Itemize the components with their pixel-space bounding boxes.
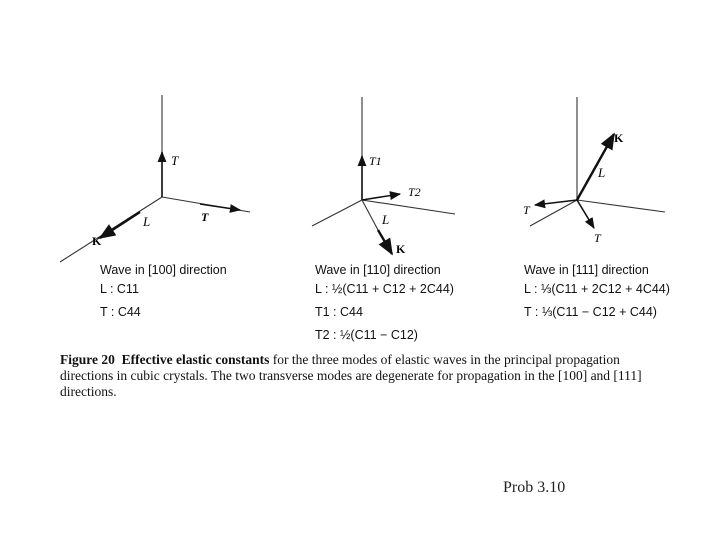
caption-title: Wave in [100] direction: [100, 263, 227, 277]
mode-t: T : ⅓(C11 − C12 + C44): [524, 305, 657, 319]
axis-right: [362, 200, 455, 214]
arrow-k: [100, 212, 140, 238]
problem-label: Prob 3.10: [503, 479, 566, 496]
axis-right: [577, 200, 665, 212]
mode-t: T : C44: [100, 305, 141, 319]
diagram-100: [60, 95, 250, 262]
caption-110: [315, 262, 454, 344]
diagram-110: [312, 97, 455, 254]
axis-left: [530, 200, 577, 226]
arrow-t-left: [535, 200, 577, 205]
label-t1: T1: [369, 154, 382, 168]
caption-100: [100, 262, 227, 321]
label-l: L: [143, 214, 151, 229]
caption-111: [524, 262, 670, 321]
mode-l: L : ½(C11 + C12 + 2C44): [315, 282, 454, 296]
figure-number: Figure 20: [60, 352, 115, 367]
figure-text: for the three modes of elastic waves in the principal propagation directions in cubic crystals. The two transverse modes are degenerate for propagation in the [100] and [111] directions.: [60, 352, 642, 399]
label-k: K: [396, 242, 406, 256]
mode-t1: T1 : C44: [315, 305, 363, 319]
label-t-left: T: [523, 203, 530, 217]
arrow-t2: [362, 194, 400, 200]
arrow-k: [378, 230, 392, 254]
diagram-111: [530, 97, 665, 228]
mode-l: L : ⅓(C11 + 2C12 + 4C44): [524, 282, 670, 296]
mode-t2: T2 : ½(C11 − C12): [315, 328, 418, 342]
label-t-up: T: [171, 153, 179, 168]
caption-title: Wave in [111] direction: [524, 263, 649, 277]
mode-l: L : C11: [100, 282, 139, 296]
label-t2: T2: [408, 185, 421, 199]
label-k: K: [92, 234, 102, 248]
label-t-down: T: [594, 231, 601, 245]
caption-title: Wave in [110] direction: [315, 263, 441, 277]
label-t-right: T: [201, 210, 209, 224]
label-k: K: [614, 131, 624, 145]
figure-caption: [60, 352, 660, 400]
arrow-k: [577, 134, 614, 200]
arrow-t-down: [577, 200, 594, 228]
label-l: L: [598, 165, 606, 180]
figure-title: Effective elastic constants: [121, 352, 270, 367]
axis-down: [362, 200, 378, 230]
label-l: L: [382, 212, 390, 227]
axis-left: [312, 200, 362, 226]
